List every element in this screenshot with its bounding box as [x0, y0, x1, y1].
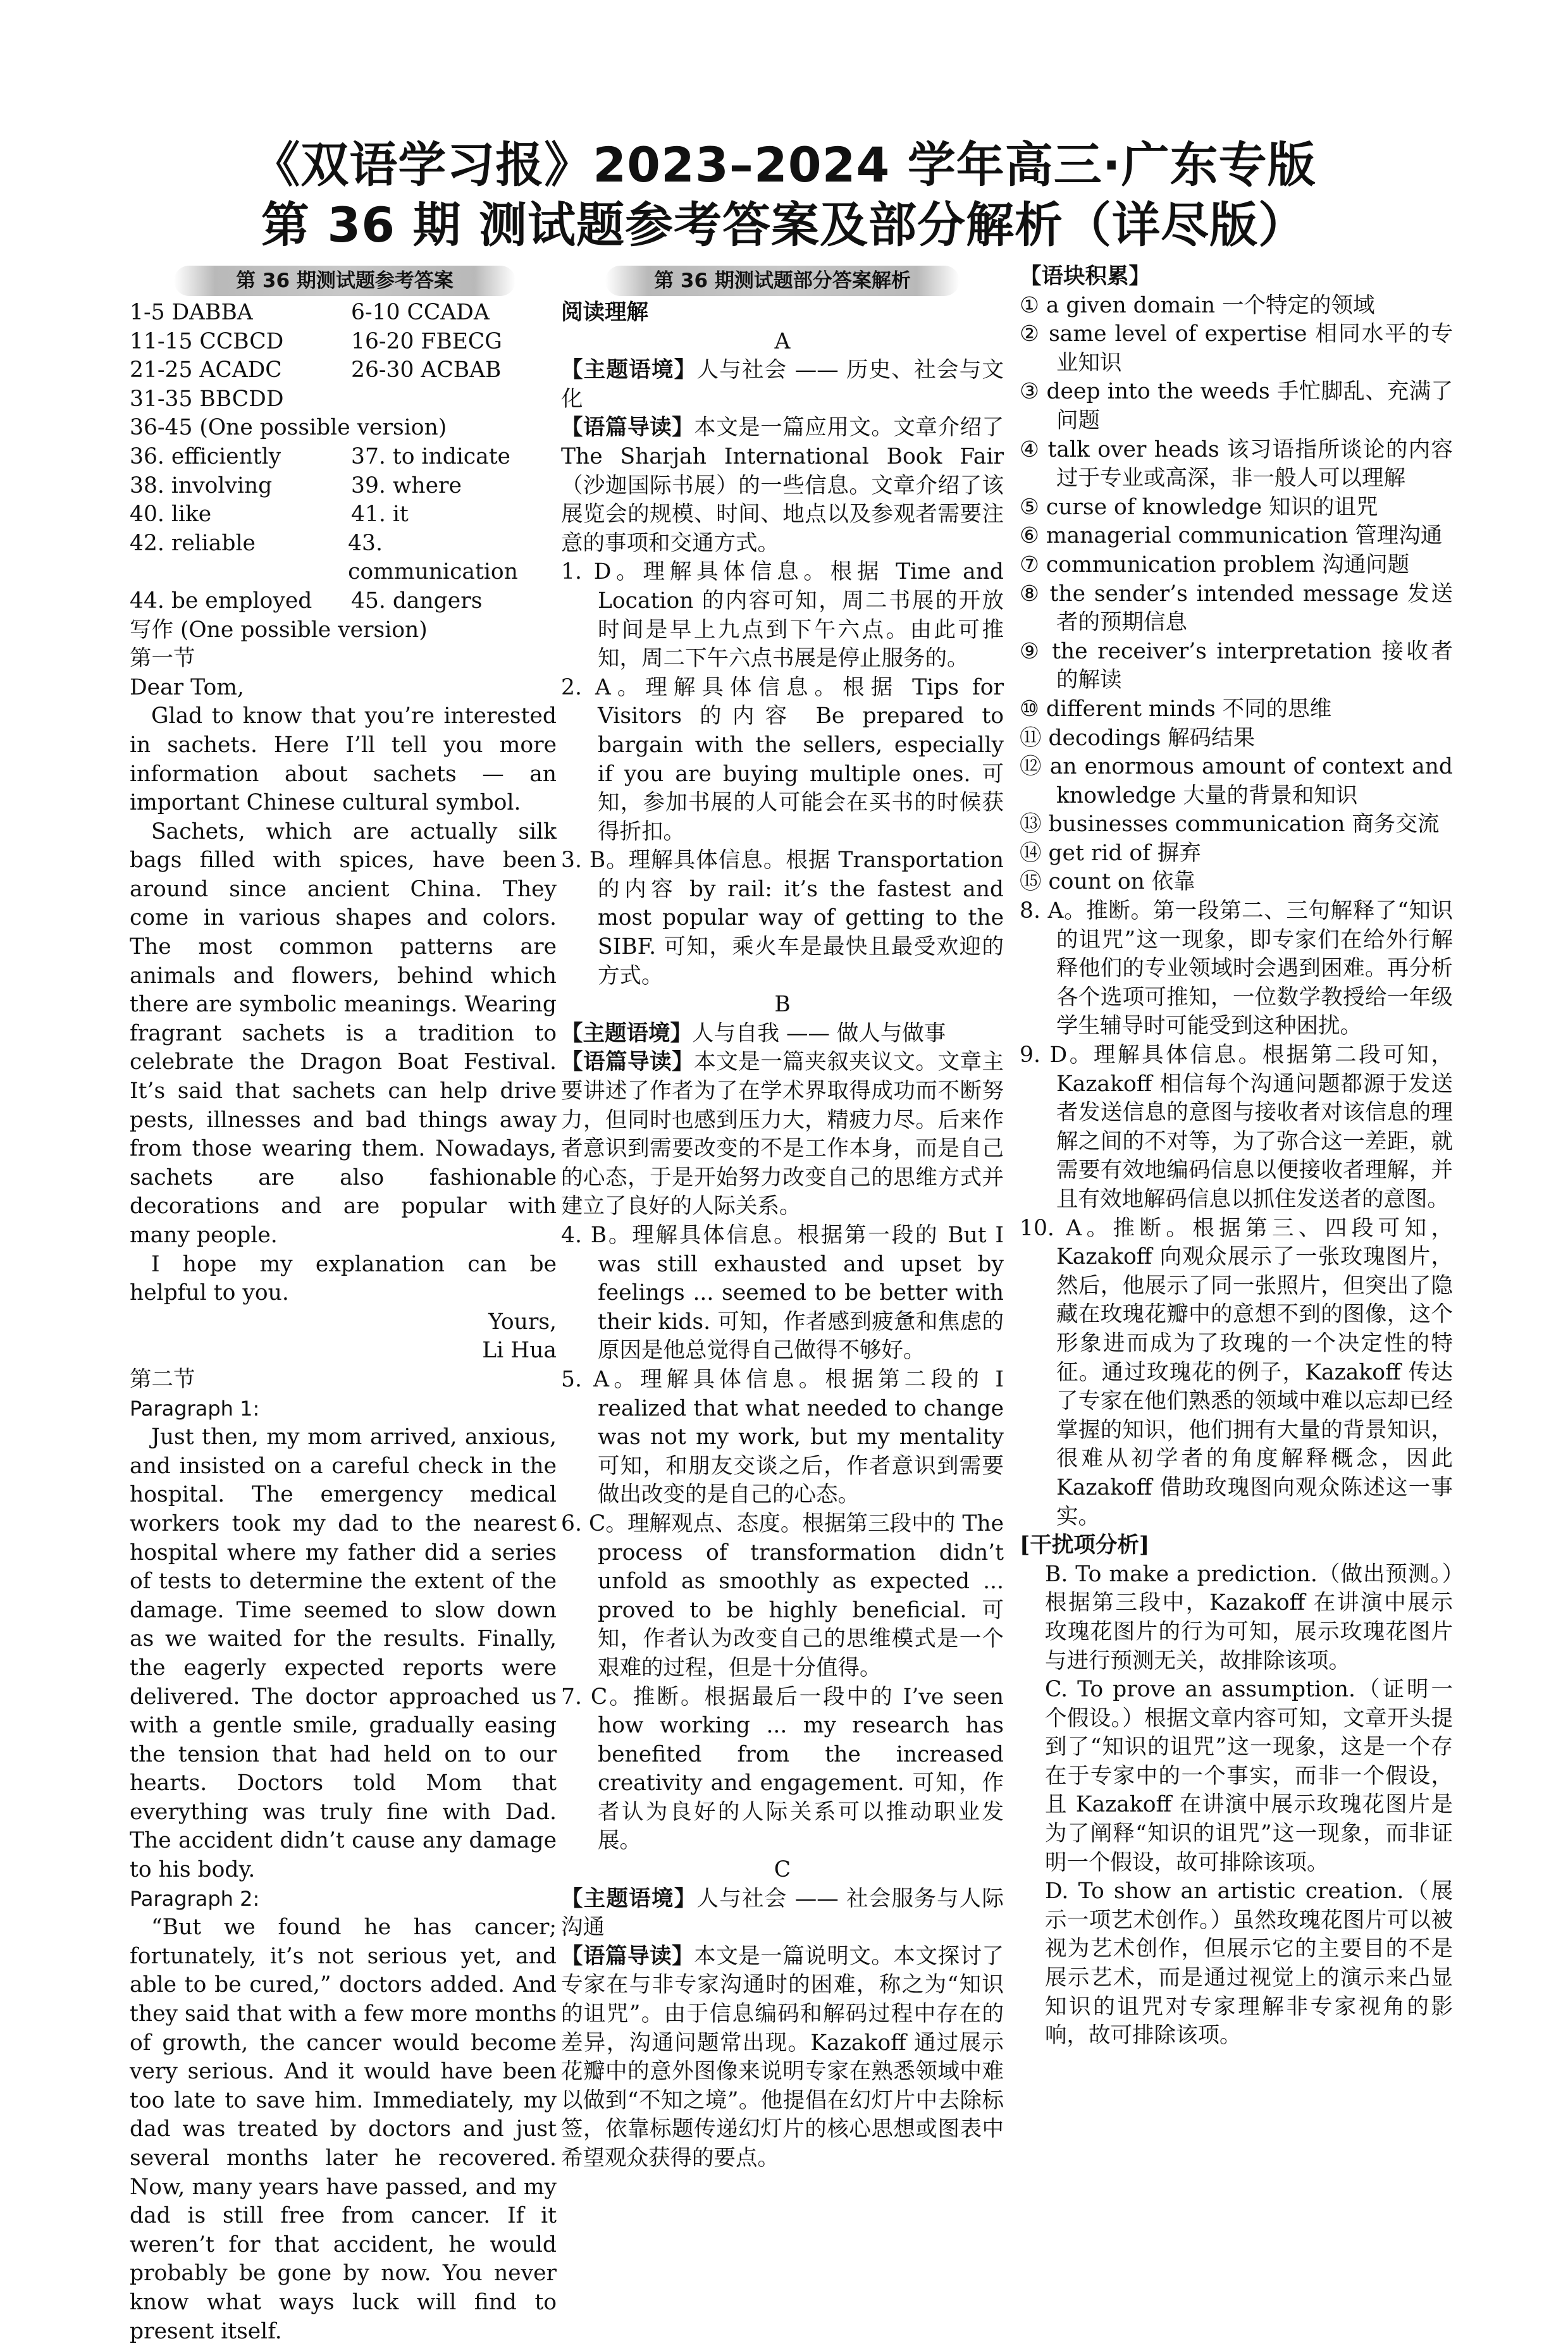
passage-guide: 【语篇导读】本文是一篇说明文。本文探讨了专家在与非专家沟通时的困难，称之为“知识的诅咒”。由于信息编码和解码过程中存在的差异，沟通问题常出现。Kazakoff 通过展示花瓣中的意外图像来说明专家在熟悉领域中难以做到“不知之境”。他提倡在幻灯片中去除标签，依靠标题传递幻灯片的核心思想或图表中希望观众获得的要点。 — [561, 1943, 1004, 2171]
continuation-paragraph: Just then, my mom arrived, anxious, and insisted on a careful check in the hospital. The emergency medical workers took my dad to the nearest hospital where my father did a series of tests to determine the extent of the damage. Time seemed to slow down as we waited for the results. Finally, the eagerly expected reports were delivered. The doctor approached us with a gentle smile, gradually easing the tension that had held on to our hearts. Doctors told Mom that everything was truly fine with Dad. The accident didn’t cause any damage to his body. — [130, 1424, 557, 1883]
passage-letter: C — [774, 1857, 791, 1883]
answer-row: 21-25 ACADC 26-30 ACBAB — [130, 357, 502, 383]
section-label: 第二节 — [130, 1366, 195, 1392]
chunk-item: ② same level of expertise 相同水平的专业知识 — [1020, 321, 1453, 376]
passage-letter: B — [774, 992, 791, 1018]
chunk-item: ⑮ count on 依靠 — [1020, 869, 1195, 895]
chunk-item: ① a given domain 一个特定的领域 — [1020, 292, 1375, 318]
fill-row: 44. be employed 45. dangers — [130, 588, 483, 614]
chunks-label: 【语块积累】 — [1020, 264, 1151, 289]
theme-context: 【主题语境】人与自我 —— 做人与做事 — [561, 1020, 946, 1046]
answer-explanation: 8. A。推断。第一段第二、三句解释了“知识的诅咒”这一现象，即专家们在给外行解释他们的专业领域时会遇到困难。再分析各个选项可推知，一位数学教授给一年级学生辅导时可能受到这种困扰。 — [1020, 898, 1453, 1039]
chunk-item: ⑦ communication problem 沟通问题 — [1020, 552, 1410, 577]
chunk-item: ⑭ get rid of 摒弃 — [1020, 840, 1201, 866]
section-label: 第一节 — [130, 646, 195, 672]
letter-paragraph: Glad to know that you’re interested in sachets. Here I’ll tell you more information about sachets — an important Chinese cultural symbol. — [130, 703, 557, 816]
chunk-item: ⑧ the sender’s intended message 发送者的预期信息 — [1020, 581, 1453, 636]
chunk-item: ③ deep into the weeds 手忙脚乱、充满了问题 — [1020, 379, 1453, 433]
distractor-item: B. To make a prediction.（做出预测。）根据第三段中，Kazakoff 在讲演中展示玫瑰花图片的行为可知，展示玫瑰花图片与进行预测无关，故排除该项。 — [1045, 1561, 1453, 1674]
distractor-item: C. To prove an assumption.（证明一个假设。）根据文章内容可知，文章开头提到了“知识的诅咒”这一现象，这是一个存在于专家中的一个事实，而非一个假设，且 Kazakoff 在讲演中展示玫瑰花图片是为了阐释“知识的诅咒”这一现象，而非证明一个假设，故可排除该项。 — [1045, 1677, 1453, 1875]
chunk-item: ⑫ an enormous amount of context and knowledge 大量的背景和知识 — [1020, 754, 1453, 808]
analysis-column — [561, 262, 1004, 2173]
letter-paragraph: I hope my explanation can be helpful to you. — [130, 1251, 557, 1306]
answer-explanation: 3. B。理解具体信息。根据 Transportation 的内容 by rail: it’s the fastest and most popular way of getting to the SIBF. 可知，乘火车是最快且最受欢迎的方式。 — [561, 848, 1004, 989]
letter-paragraph: Sachets, which are actually silk bags filled with spices, have been around since ancient China. They come in various shapes and colors. The most common patterns are animals and flowers, behind which there are symbolic meanings. Wearing fragrant sachets is a tradition to celebrate the Dragon Boat Festival. It’s said that sachets can help drive pests, illnesses and bad things away from those wearing them. Nowadays, sachets are also fashionable decorations and are popular with many people. — [130, 818, 557, 1248]
page-title-line1: 《双语学习报》2023–2024 学年高三·广东专版 — [252, 137, 1316, 193]
chunk-item: ⑥ managerial communication 管理沟通 — [1020, 523, 1443, 549]
chunk-item: ⑬ businesses communication 商务交流 — [1020, 812, 1440, 837]
fill-heading: 36-45 (One possible version) — [130, 415, 447, 441]
answer-row: 31-35 BBCDD — [130, 386, 284, 412]
page-title-line2: 第 36 期 测试题参考答案及部分解析（详尽版） — [261, 197, 1307, 253]
chunk-item: ⑪ decodings 解码结果 — [1020, 725, 1256, 751]
answer-row: 1-5 DABBA 6-10 CCADA — [130, 300, 490, 325]
answer-explanation: 4. B。理解具体信息。根据第一段的 But I was still exhausted and upset by feelings ... seemed to be better with their kids. 可知，作者感到疲惫和焦虑的原因是他总觉得自己做得不够好。 — [561, 1223, 1004, 1364]
answer-explanation: 10. A。推断。根据第三、四段可知，Kazakoff 向观众展示了一张玫瑰图片，然后，他展示了同一张照片，但突出了隐藏在玫瑰花瓣中的意想不到的图像，这个形象进而成为了玫瑰的一个决定性的特征。通过玫瑰花的例子，Kazakoff 传达了专家在他们熟悉的领域中难以忘却已经掌握的知识，他们拥有大量的背景知识，很难从初学者的角度解释概念，因此 Kazakoff 借助玫瑰图向观众陈述这一事实。 — [1020, 1215, 1453, 1529]
chunk-item: ⑩ different minds 不同的思维 — [1020, 696, 1332, 722]
passage-letter: A — [774, 328, 791, 354]
chunk-item: ④ talk over heads 该习语指所谈论的内容过于专业或高深，非一般人可以理解 — [1020, 436, 1453, 491]
distractor-item: D. To show an artistic creation.（展示一项艺术创作。）虽然玫瑰花图片可以被视为艺术创作，但展示它的主要目的不是展示艺术，而是通过视觉上的演示来凸显知识的诅咒对专家理解非专家视角的影响，故可排除该项。 — [1045, 1879, 1453, 2049]
fill-row: 42. reliable 43. communication — [130, 530, 518, 585]
answer-explanation: 7. C。推断。根据最后一段中的 I’ve seen how working ... my research has benefited from the increased creativity and engagement. 可知，作者认为良好的人际关系可以推动职业发展。 — [561, 1684, 1004, 1854]
letter-salutation: Dear Tom, — [130, 674, 244, 700]
fill-row: 36. efficiently 37. to indicate — [130, 443, 510, 469]
paragraph-label: Paragraph 1: — [130, 1396, 260, 1421]
distractor-label: [干扰项分析] — [1020, 1533, 1150, 1559]
chunk-item: ⑤ curse of knowledge 知识的诅咒 — [1020, 494, 1378, 520]
writing-heading: 写作 (One possible version) — [130, 617, 428, 643]
analysis-column-continued — [1020, 262, 1453, 2051]
passage-guide: 【语篇导读】本文是一篇应用文。文章介绍了 The Sharjah International Book Fair（沙迦国际书展）的一些信息。文章介绍了该展览会的规模、时间、地点以及参观者需要注意的事项和交通方式。 — [561, 415, 1004, 556]
theme-context: 【主题语境】人与社会 —— 社会服务与人际沟通 — [561, 1886, 1004, 1941]
fill-row: 38. involving 39. where — [130, 472, 462, 498]
chunk-item: ⑨ the receiver’s interpretation 接收者的解读 — [1020, 638, 1453, 693]
letter-closing: Yours, — [488, 1309, 557, 1335]
paragraph-label: Paragraph 2: — [130, 1886, 260, 1911]
section-heading: 阅读理解 — [561, 300, 648, 325]
fill-row: 40. like 41. it — [130, 502, 409, 528]
letter-signature: Li Hua — [482, 1338, 557, 1364]
answer-explanation: 9. D。理解具体信息。根据第二段可知，Kazakoff 相信每个沟通问题都源于发送者发送信息的意图与接收者对该信息的理解之间的不对等，为了弥合这一差距，就需要有效地编码信息以便接收者理解，并且有效地解码信息以抓住发送者的意图。 — [1020, 1042, 1453, 1212]
answer-explanation: 1. D。理解具体信息。根据 Time and Location 的内容可知，周二书展的开放时间是早上九点到下午六点。由此可推知，周二下午六点书展是停止服务的。 — [561, 559, 1004, 672]
answer-row: 11-15 CCBCD 16-20 FBECG — [130, 328, 502, 354]
answer-explanation: 5. A。理解具体信息。根据第二段的 I realized that what needed to change was not my work, but my mentality 可知，和朋友交谈之后，作者意识到需要做出改变的是自己的心态。 — [561, 1366, 1004, 1508]
theme-context: 【主题语境】人与社会 —— 历史、社会与文化 — [561, 357, 1004, 412]
analysis-header: 第 36 期测试题部分答案解析 — [605, 266, 960, 296]
passage-guide: 【语篇导读】本文是一篇夹叙夹议文。文章主要讲述了作者为了在学术界取得成功而不断努力，但同时也感到压力大，精疲力尽。后来作者意识到需要改变的不是工作本身，而是自己的心态，于是开始努力改变自己的思维方式并建立了良好的人际关系。 — [561, 1049, 1004, 1219]
answers-header: 第 36 期测试题参考答案 — [174, 266, 515, 296]
continuation-paragraph: “But we found he has cancer; fortunately, it’s not serious yet, and able to be cured,” doctors added. And they said that with a few more months of growth, the cancer would become very serious. And it would have been too late to save him. Immediately, my dad was treated by doctors and just several months later he recovered. Now, many years have passed, and my dad is still free from cancer. If it weren’t for that accident, he would probably be gone by now. You never know what ways luck will find to present itself. — [130, 1915, 557, 2344]
answer-explanation: 2. A。理解具体信息。根据 Tips for Visitors 的内容 Be prepared to bargain with the sellers, especially if you are buying multiple ones. 可知，参加书展的人可能会在买书的时候获得折扣。 — [561, 674, 1004, 844]
answer-explanation: 6. C。理解观点、态度。根据第三段中的 The process of transformation didn’t unfold as smoothly as expected ... proved to be highly beneficial. 可知，作者认为改变自己的思维模式是一个艰难的过程，但是十分值得。 — [561, 1510, 1004, 1681]
answers-column — [130, 262, 557, 2346]
